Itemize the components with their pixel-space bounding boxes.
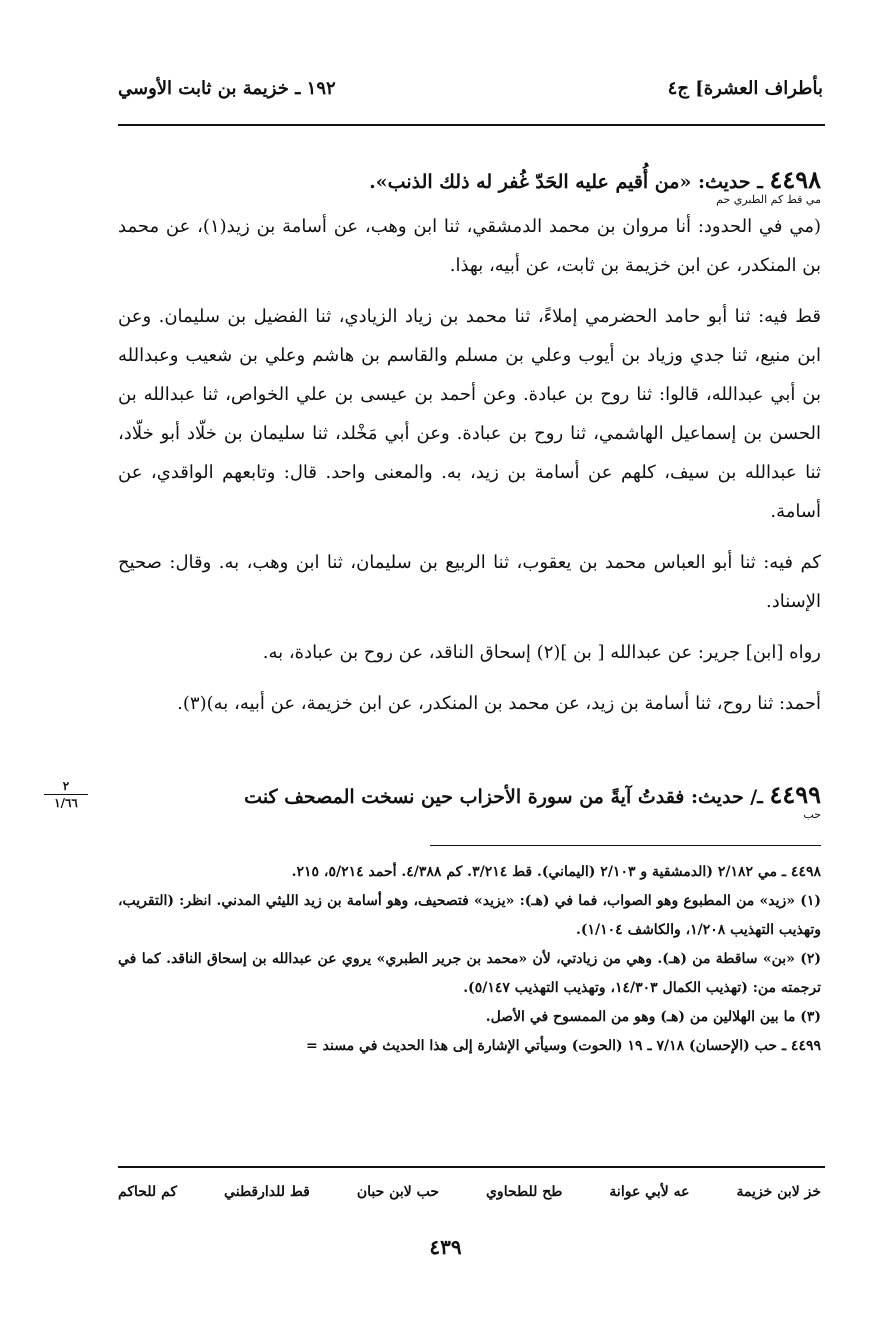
hadith-4499-block: [118, 778, 821, 821]
abbreviations-rule: [118, 1166, 825, 1168]
margin-ref-top: ٢: [62, 779, 70, 793]
footnote: (٣) ما بين الهلالين من (هـ) وهو من الممسوح في الأصل.: [485, 1009, 821, 1025]
header-volume: بأطراف العشرة] ج٤: [667, 78, 823, 99]
footnotes: [118, 858, 821, 1061]
footnote: ٤٤٩٨ ـ مي ٢/١٨٢ (الدمشقية و ٢/١٠٣ (اليماني). قط ٣/٢١٤. كم ٤/٣٨٨. أحمد ٥/٢١٤، ٢١٥.: [291, 864, 821, 880]
abbreviation: قط للدارقطني: [224, 1184, 310, 1200]
hadith-number: ٤٤٩٨: [769, 165, 821, 194]
source-sigla: حب: [803, 808, 821, 821]
abbreviation: كم للحاكم: [118, 1184, 178, 1200]
main-text: [118, 165, 821, 735]
footnote: ٤٤٩٩ ـ حب (الإحسان) ٧/١٨ ـ ١٩ (الحوت) وسيأتي الإشارة إلى هذا الحديث في مسند =: [306, 1038, 821, 1054]
footnote: (٢) «بن» ساقطة من (هـ). وهي من زيادتي، لأن «محمد بن جرير الطبري» يروي عن عبدالله بن إسحاق الناقد. كما في ترجمته من: (تهذيب الكمال ١٤/٣٠٣، وتهذيب التهذيب ٥/١٤٧).: [118, 951, 821, 996]
paragraph: أحمد: ثنا روح، ثنا أسامة بن زيد، عن محمد بن المنكدر، عن ابن خزيمة، عن أبيه، به)(٣).: [177, 693, 821, 714]
page-number: ٤٣٩: [429, 1235, 462, 1259]
paragraph: (مي في الحدود: أنا مروان بن محمد الدمشقي، ثنا ابن وهب، عن أسامة بن زيد(١)، عن محمد بن المنكدر، عن ابن خزيمة بن ثابت، عن أبيه، بهذا.: [118, 216, 821, 276]
abbreviation: حب لابن حبان: [356, 1184, 439, 1200]
hadith-number: ٤٤٩٩: [769, 780, 821, 809]
abbreviation: طح للطحاوي: [485, 1184, 563, 1200]
paragraph: قط فيه: ثنا أبو حامد الحضرمي إملاءً، ثنا محمد بن زياد الزيادي، ثنا الفضيل بن سليمان. وعن ابن منيع، ثنا جدي وزياد بن أيوب وعلي بن مسلم والقاسم بن هاشم وعلي بن شعيب وعبدالله بن أبي عبدالله، قالوا: ثنا روح بن عبادة. وعن أحمد بن عيسى بن علي الخواص، ثنا عبدالله بن الحسن بن إسماعيل الهاشمي، ثنا روح بن عبادة. وعن أبي مَخْلد، ثنا سليمان بن خلّاد أبو خلّاد، ثنا عبدالله بن سيف، كلهم عن أسامة بن زيد، به. والمعنى واحد. قال: وتابعهم الواقدي، عن أسامة.: [118, 306, 821, 522]
paragraph: كم فيه: ثنا أبو العباس محمد بن يعقوب، ثنا الربيع بن سليمان، ثنا ابن وهب، به. وقال: صحيح الإسناد.: [118, 552, 821, 612]
margin-manuscript-ref: [38, 779, 94, 810]
footnote: (١) «زيد» من المطبوع وهو الصواب، فما في (هـ): «يزيد» فتصحيف، وهو أسامة بن زيد الليثي المدني. انظر: (التقريب، وتهذيب التهذيب ١/٢٠٨، والكاشف ١/١٠٤).: [118, 893, 821, 938]
header-rule: [118, 124, 825, 126]
abbreviations-key: [118, 1184, 821, 1200]
source-sigla: مي قط كم الطبري حم: [716, 193, 821, 206]
hadith-4499-heading: [118, 780, 821, 812]
margin-ref-divider: [44, 794, 88, 795]
abbreviation: عه لأبي عوانة: [609, 1184, 690, 1200]
hadith-title: ـ/ حديث: فقدتُ آيةً من سورة الأحزاب حين نسخت المصحف كنت: [244, 786, 763, 808]
hadith-title: ـ حديث: «من أُقيم عليه الحَدّ غُفر له ذلك الذنب».: [369, 171, 763, 193]
header-chapter: ١٩٢ ـ خزيمة بن ثابت الأوسي: [118, 78, 336, 99]
footnote-rule: [430, 845, 821, 846]
paragraph: رواه [ابن] جرير: عن عبدالله [ بن ](٢) إسحاق الناقد، عن روح بن عبادة، به.: [262, 642, 821, 663]
margin-ref-bottom: ١/٦٦: [54, 796, 78, 810]
running-header: [118, 78, 823, 112]
abbreviation: خز لابن خزيمة: [736, 1184, 821, 1200]
